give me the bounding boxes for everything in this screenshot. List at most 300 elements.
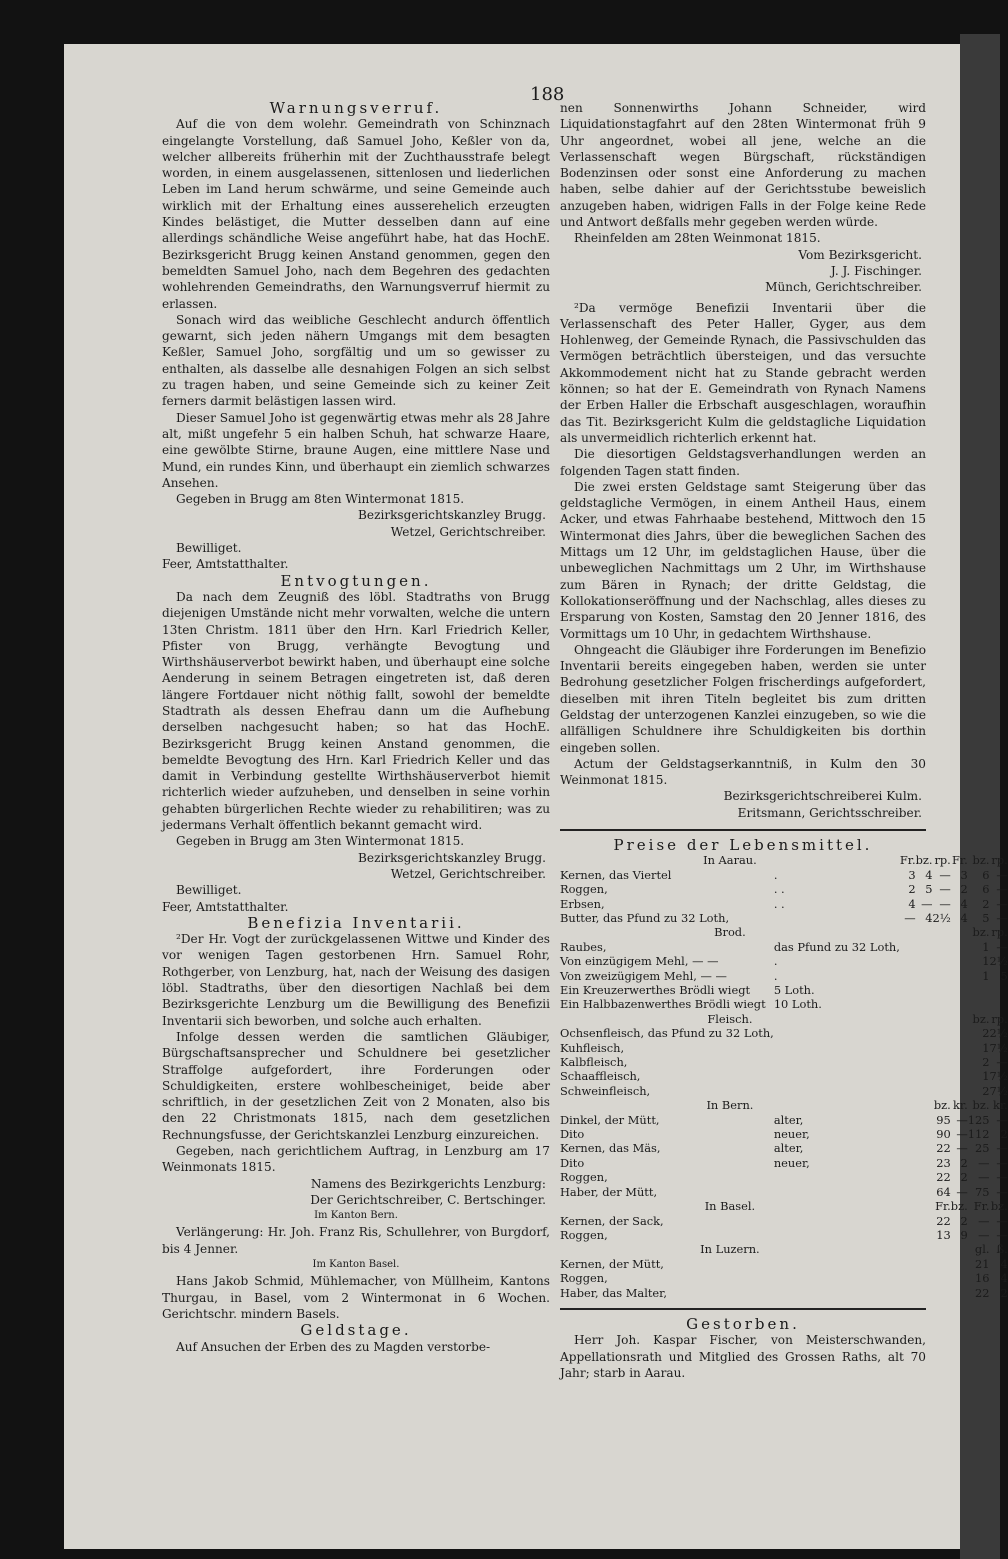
price-row <box>560 1127 1008 1141</box>
price-value <box>916 1214 933 1228</box>
price-value <box>989 997 1007 1011</box>
price-value: 1 <box>982 968 990 983</box>
price-value <box>900 1113 916 1127</box>
price-row <box>560 1185 1008 1199</box>
price-value: — <box>996 896 1008 911</box>
price-value <box>900 1141 916 1155</box>
price-value <box>900 997 916 1011</box>
price-group-header <box>560 1098 1008 1112</box>
price-value: 5 <box>982 910 990 925</box>
paragraph: Actum der Geldstagserkanntniß, in Kulm den 30 Weinmonat 1815. <box>560 756 926 788</box>
paragraph: Herr Joh. Kaspar Fischer, von Meisterschwanden, Appellationsrath und Mitglied des Grossen Raths, alt 70 Jahr; starb in Aarau. <box>560 1333 926 1380</box>
price-value: — <box>904 910 916 925</box>
price-value <box>951 1257 968 1271</box>
left-column <box>162 100 550 1355</box>
price-value: 22 <box>936 1213 951 1228</box>
benefizia-section <box>162 915 550 1208</box>
price-item-label: Dito <box>560 1127 585 1142</box>
signature-office: Bezirksgerichtschreiberei Kulm. <box>723 789 922 804</box>
price-row <box>560 1113 1008 1127</box>
paragraph: Gegeben, nach gerichtlichem Auftrag, in Lenzburg am 17 Weinmonats 1815. <box>162 1144 550 1175</box>
price-row <box>560 1041 1008 1055</box>
price-value: — <box>996 867 1008 882</box>
section-title: Warnungsverruf. <box>269 99 443 117</box>
price-item-label: Haber, der Mütt, <box>560 1184 658 1199</box>
price-item-label: Schweinfleisch, <box>560 1083 651 1098</box>
price-value: — <box>939 882 951 897</box>
price-value <box>951 1286 968 1300</box>
price-value <box>916 954 933 968</box>
price-unit <box>900 1098 916 1112</box>
price-value <box>989 983 1007 997</box>
price-value <box>900 969 916 983</box>
price-value: — <box>996 939 1008 954</box>
haller-notice <box>560 300 926 822</box>
price-row <box>560 1228 1008 1242</box>
price-value: — <box>978 1213 990 1228</box>
signature-name: Münch, Gerichtschreiber. <box>765 280 922 295</box>
price-value <box>933 940 951 954</box>
price-item-detail <box>774 1228 900 1242</box>
price-value: — <box>956 1141 968 1156</box>
price-value <box>916 1113 933 1127</box>
price-item-detail: . . <box>773 896 785 911</box>
price-unit: kr. <box>993 1098 1008 1113</box>
price-item-detail: neuer, <box>773 1127 810 1142</box>
price-value <box>933 1069 951 1083</box>
price-value: 2 <box>1000 1127 1008 1142</box>
price-value <box>916 1156 933 1170</box>
price-value: 23 <box>936 1155 951 1170</box>
price-unit <box>916 1199 933 1213</box>
paragraph: Sonach wird das weibliche Geschlecht andurch öffentlich gewarnt, sich jeden nähern Umgangs mit dem besagten Keßler, Samuel Joho, sorgfältig und um so gewisser zu enthalten, als dasselbe alle desnahigen Folgen an sich selbst zu tragen haben, und seine Gemeinde sich zu keiner Zeit ferners darmit belästigen lassen wird. <box>162 312 550 409</box>
price-value: 7½ <box>989 1069 1008 1084</box>
price-value <box>933 983 951 997</box>
price-value: — <box>996 1184 1008 1199</box>
price-value <box>916 1170 933 1184</box>
price-row <box>560 1026 1008 1040</box>
price-unit <box>900 1199 916 1213</box>
price-value <box>900 1055 916 1069</box>
price-value <box>900 1156 916 1170</box>
price-item-detail <box>774 1271 900 1285</box>
price-unit: kr. <box>953 1098 968 1113</box>
next-page-edge <box>960 34 1000 1559</box>
price-unit: Fr. <box>952 853 968 868</box>
price-value: 22 <box>936 1141 951 1156</box>
price-group-header <box>560 1012 1008 1026</box>
price-value <box>968 997 990 1011</box>
price-item-detail <box>774 1084 900 1098</box>
price-item-detail: . <box>773 954 778 969</box>
price-row <box>560 983 1008 997</box>
price-value: 1 <box>982 939 990 954</box>
price-item-detail: . <box>773 968 778 983</box>
price-value: 5 <box>925 882 933 897</box>
price-item-label: Dito <box>560 1155 585 1170</box>
price-item-label: Kernen, der Sack, <box>560 1213 664 1228</box>
price-item-detail <box>774 1055 900 1069</box>
price-value: 2 <box>960 1213 968 1228</box>
right-column <box>560 100 1008 1381</box>
price-value <box>916 1271 933 1285</box>
price-value: 2½ <box>989 954 1008 969</box>
paragraph: Auf Ansuchen der Erben des zu Magden verstorbe- <box>176 1339 491 1354</box>
signature-name: Eritsmann, Gerichtsschreiber. <box>737 805 922 820</box>
price-item-detail <box>774 1185 900 1199</box>
price-item-label: Roggen, <box>560 882 608 897</box>
price-value <box>933 969 951 983</box>
price-value: 1 <box>982 1069 990 1084</box>
price-unit: bz. <box>972 853 990 868</box>
price-value: — <box>996 1141 1008 1156</box>
paragraph: Infolge dessen werden die samtlichen Gläubiger, Bürgschaftsansprecher und Schuldnere bei gesetzlicher Straffolge aufgefordert, ihre Forderungen oder Schuldigkeiten, erstere wohlbescheiniget, beide aber schriftlich, in der gesetzlichen Zeit von 2 Monaten, also bis den 22 Christmonats 1815, nach dem gesetzlichen Rechnungsfusse, der Gerichtskanzlei Lenzburg einzureichen. <box>162 1029 550 1142</box>
price-row <box>560 1141 1008 1155</box>
price-value <box>900 1214 916 1228</box>
price-value <box>916 940 933 954</box>
price-value <box>916 1127 933 1141</box>
price-value <box>916 1141 933 1155</box>
price-value: — <box>996 1213 1008 1228</box>
price-unit: rp. <box>991 1011 1008 1026</box>
price-unit <box>900 1012 916 1026</box>
price-unit <box>933 1012 951 1026</box>
paragraph: Da nach dem Zeugniß des löbl. Stadtraths von Brugg diejenigen Umstände nicht mehr vorwalten, welche die untern 13ten Christm. 1811 über den Hrn. Karl Friedrich Keller, Pfister von Brugg, verhängte Bevogtung und Wirthshäuserverbot bewirkt haben, und überhaupt eine solche Aenderung in seinem Betragen eingetreten ist, daß deren längere Fortdauer nicht nöthig fallt, sowohl der bemeldte Stadtrath als dessen Ehefrau dann um die Aufhebung derselben nachgesucht haben; so hat das HochE. Bezirksgericht Brugg keinen Anstand genommen, die bemeldte Bevogtung des Hrn. Karl Friedrich Keller und das damit in Verbindung gestellte Wirthshäuserverbot hiemit richterlich wieder aufzuheben, und denselben in seine vorhin gehabten bürgerlichen Rechte wieder zu rehabilitiren; was zu jedermans Verhalt öffentlich bekannt gemacht wird. <box>162 589 550 833</box>
price-value: 2 <box>982 1083 990 1098</box>
page-number: 188 <box>530 84 565 105</box>
price-value <box>933 1041 951 1055</box>
price-item-label: Ein Halbbazenwerthes Brödli wiegt <box>560 997 766 1012</box>
price-unit: rp. <box>934 853 951 868</box>
price-group-header <box>560 1242 1008 1256</box>
price-group-header <box>560 853 1008 867</box>
price-item-detail <box>774 1069 900 1083</box>
price-table <box>560 853 1008 1300</box>
price-value <box>900 1271 916 1285</box>
price-unit: bz. <box>915 853 933 868</box>
price-value: 4 <box>1000 1256 1008 1271</box>
price-value: 2 <box>960 1170 968 1185</box>
price-value <box>916 1228 933 1242</box>
price-value: — <box>956 1184 968 1199</box>
price-value: 6 <box>982 882 990 897</box>
price-group-title: In Basel. <box>704 1199 756 1214</box>
paragraph: Die diesortigen Geldstagsverhandlungen werden an folgenden Tagen statt finden. <box>560 447 926 478</box>
paragraph: ²Der Hr. Vogt der zurückgelassenen Wittwe und Kinder des vor wenigen Tagen gestorbenen Hrn. Samuel Rohr, Rothgerber, von Lenzburg, hat, nach der Weisung des dasigen löbl. Stadtraths, über den diesortigen Nachlaß bei dem Bezirksgerichte Lenzburg um die Bewilligung des Benefizii Inventarii sich beworben, und solche auch erhalten. <box>162 932 550 1028</box>
price-value: 3 <box>960 867 968 882</box>
price-item-detail: alter, <box>773 1112 804 1127</box>
price-value <box>916 1026 933 1040</box>
price-unit <box>900 925 916 939</box>
price-value: 7½ <box>989 1040 1008 1055</box>
price-item-detail <box>774 1170 900 1184</box>
price-row <box>560 997 1008 1011</box>
price-value: — <box>978 1170 990 1185</box>
price-item-label: Kernen, das Mäs, <box>560 1141 661 1156</box>
price-value <box>900 1041 916 1055</box>
price-value <box>951 969 968 983</box>
price-row <box>560 940 1008 954</box>
price-value: 1 <box>982 1040 990 1055</box>
price-value <box>916 969 933 983</box>
price-group-title: Brod. <box>714 925 746 940</box>
price-value <box>933 1084 951 1098</box>
price-value <box>916 1055 933 1069</box>
price-value <box>951 1271 968 1285</box>
price-unit <box>916 1012 933 1026</box>
date-line: Gegeben in Brugg am 8ten Wintermonat 1815. <box>176 492 465 507</box>
price-value <box>968 983 990 997</box>
price-value: 4 <box>960 910 968 925</box>
price-value <box>900 1228 916 1242</box>
price-item-detail <box>774 1257 900 1271</box>
price-row <box>560 1170 1008 1184</box>
price-group-header <box>560 925 1008 939</box>
signature-office: Vom Bezirksgericht. <box>798 247 922 262</box>
price-value <box>951 997 968 1011</box>
canton-bern-text: Verlängerung: Hr. Joh. Franz Ris, Schullehrer, von Burgdorf, bis 4 Jenner. <box>162 1225 550 1256</box>
price-item-detail <box>774 1041 900 1055</box>
price-value <box>933 1257 951 1271</box>
canton-basel-text: Hans Jakob Schmid, Mühlemacher, von Müllheim, Kantons Thurgau, in Basel, vom 2 Wintermonat in 6 Wochen. Gerichtschr. mindern Basels. <box>162 1274 550 1321</box>
price-unit <box>900 1242 916 1256</box>
price-value: — <box>996 1112 1008 1127</box>
price-value <box>916 1286 933 1300</box>
price-value <box>900 1127 916 1141</box>
price-value <box>916 1069 933 1083</box>
signature-name: Der Gerichtschreiber, C. Bertschinger. <box>310 1192 546 1207</box>
price-value <box>916 1084 933 1098</box>
price-item-label: Roggen, <box>560 1170 608 1185</box>
price-value: 125 <box>967 1112 990 1127</box>
price-value: 112 <box>967 1127 990 1142</box>
price-value: — <box>978 1227 990 1242</box>
approver-name: Feer, Amtstatthalter. <box>162 899 289 914</box>
price-row <box>560 1214 1008 1228</box>
price-item-label: Haber, das Malter, <box>560 1285 667 1300</box>
price-value <box>900 1069 916 1083</box>
price-item-detail <box>774 1286 900 1300</box>
price-value: 4 <box>925 910 933 925</box>
price-value: 2½ <box>932 910 951 925</box>
price-value <box>916 983 933 997</box>
price-value: 1 <box>982 954 990 969</box>
section-title: Gestorben. <box>686 1314 800 1333</box>
price-unit: Fr. <box>899 853 916 868</box>
canton-bern-head: Im Kanton Bern. <box>314 1210 398 1222</box>
price-value: — <box>921 896 933 911</box>
price-value: — <box>996 910 1008 925</box>
price-item-detail <box>774 1214 900 1228</box>
price-item-detail: 5 Loth. <box>773 983 815 998</box>
price-value: 5 <box>1000 968 1008 983</box>
price-value: 64 <box>936 1184 951 1199</box>
price-value: 95 <box>936 1112 951 1127</box>
price-value: 2 <box>982 1055 990 1070</box>
price-value <box>900 1084 916 1098</box>
price-unit <box>916 1242 933 1256</box>
price-row <box>560 897 1008 911</box>
price-value: 2 <box>982 1026 990 1041</box>
price-item-label: Kalbfleisch, <box>560 1055 628 1070</box>
price-item-label: Kuhfleisch, <box>560 1040 625 1055</box>
price-unit: rp. <box>991 853 1008 868</box>
price-value <box>951 954 968 968</box>
price-value <box>933 1286 951 1300</box>
price-value <box>951 1055 968 1069</box>
price-item-detail: alter, <box>773 1141 804 1156</box>
price-row <box>560 911 1008 925</box>
price-item-label: Kernen, der Mütt, <box>560 1256 664 1271</box>
price-row <box>560 969 1008 983</box>
price-item-detail: . . <box>773 882 785 897</box>
price-unit: bz. <box>972 925 990 940</box>
price-value <box>900 1026 916 1040</box>
price-value: 13 <box>936 1227 951 1242</box>
price-value <box>900 1185 916 1199</box>
price-row <box>560 1069 1008 1083</box>
price-value <box>951 983 968 997</box>
price-value: 22 <box>936 1170 951 1185</box>
canton-basel-head: Im Kanton Basel. <box>312 1259 400 1271</box>
price-group-title: In Aarau. <box>703 853 757 868</box>
price-unit <box>951 1012 968 1026</box>
price-value: 7½ <box>989 1083 1008 1098</box>
price-value <box>951 1041 968 1055</box>
price-item-label: Schaaffleisch, <box>560 1069 641 1084</box>
price-item-detail <box>774 911 900 925</box>
price-item-label: Roggen, <box>560 1271 608 1286</box>
price-value: — <box>996 1170 1008 1185</box>
price-value <box>951 1084 968 1098</box>
warnungsverruf-section <box>162 100 550 573</box>
price-item-label: Von zweizügigem Mehl, — — <box>560 968 727 983</box>
price-item-label: Kernen, das Viertel <box>560 867 672 882</box>
price-unit: bz. <box>990 1199 1008 1214</box>
price-value <box>933 954 951 968</box>
price-value: 4 <box>960 896 968 911</box>
price-value <box>933 997 951 1011</box>
price-value: — <box>939 896 951 911</box>
price-item-detail: das Pfund zu 32 Loth, <box>773 939 900 954</box>
price-value: — <box>996 882 1008 897</box>
price-value: 4 <box>908 896 916 911</box>
price-group-title: Fleisch. <box>707 1011 753 1026</box>
divider <box>560 829 926 831</box>
price-value <box>900 940 916 954</box>
signature-name: Wetzel, Gerichtschreiber. <box>390 866 546 881</box>
signature-office: Namens des Bezirkgerichts Lenzburg: <box>310 1176 546 1191</box>
price-value: 9 <box>960 1227 968 1242</box>
price-value: — <box>996 1155 1008 1170</box>
paragraph: ²Da vermöge Benefizii Inventarii über die Verlassenschaft des Peter Haller, Gyger, aus dem Hohlenweg, der Gemeinde Rynach, die Passivschulden das Vermögen beträchtlich übersteigen, und das versuchte Akkommodement nicht hat zu Stande gebracht werden können; so hat der E. Gemeindrath von Rynach Namens der Erben Haller die Erbschaft ausgeschlagen, woraufhin das Tit. Bezirksgericht Kulm die geldstagliche Liquidation als unvermeidlich richterlich erkennt hat. <box>560 300 926 445</box>
paragraph: Dieser Samuel Joho ist gegenwärtig etwas mehr als 28 Jahre alt, mißt ungefehr 5 ein halben Schuh, hat schwarze Haare, eine gewölbte Stirne, braune Augen, eine mittlere Nase und Mund, ein rundes Kinn, und überhaupt ein ziemlich schwarzes Ansehen. <box>162 410 550 490</box>
divider <box>560 1308 926 1310</box>
price-group-title: In Bern. <box>706 1098 754 1113</box>
price-value <box>933 1055 951 1069</box>
price-item-label: Von einzügigem Mehl, — — <box>560 954 719 969</box>
price-unit <box>951 1242 968 1256</box>
price-row <box>560 954 1008 968</box>
price-unit: bz. <box>972 1011 990 1026</box>
price-unit <box>951 925 968 939</box>
price-value <box>951 1026 968 1040</box>
price-item-label: Erbsen, <box>560 896 605 911</box>
approval-line: Bewilliget. <box>176 541 242 556</box>
date-line: Rheinfelden am 28ten Weinmonat 1815. <box>574 231 821 246</box>
price-value <box>933 1271 951 1285</box>
paragraph: nen Sonnenwirths Johann Schneider, wird Liquidationstagfahrt auf den 28ten Wintermonat früh 9 Uhr angeordnet, wobei all jene, welche an die Verlassenschaft wegen Bürgschaft, rückständigen Bodenzinsen oder sonst eine Anforderung zu machen haben, selbe dahier auf der Gerichtsstube beweislich anzugeben haben, widrigen Falls in der Folge keine Rede und Antwort deßfalls mehr gegeben werden würde. <box>560 101 926 230</box>
price-value: — <box>956 1127 968 1142</box>
price-value: — <box>978 1155 990 1170</box>
price-unit <box>916 1098 933 1112</box>
price-group-title: In Luzern. <box>700 1242 760 1257</box>
price-row <box>560 1084 1008 1098</box>
price-row <box>560 1271 1008 1285</box>
price-value <box>900 1257 916 1271</box>
price-value: 21 <box>974 1256 990 1271</box>
price-unit: bz. <box>933 1098 951 1113</box>
approval-line: Bewilliget. <box>176 883 242 898</box>
price-unit <box>933 925 951 939</box>
price-value: 2 <box>960 882 968 897</box>
price-value: — <box>996 1055 1008 1070</box>
price-item-detail: 10 Loth. <box>773 997 822 1012</box>
price-row <box>560 1055 1008 1069</box>
entvogtungen-section <box>162 573 550 915</box>
price-item-detail <box>774 1026 900 1040</box>
price-value <box>951 1069 968 1083</box>
signature-office: Bezirksgerichtskanzley Brugg. <box>358 850 546 865</box>
section-title: Benefizia Inventarii. <box>247 913 465 932</box>
price-value: 4 <box>1000 1271 1008 1286</box>
price-value: 2 <box>908 882 916 897</box>
price-value: 3 <box>908 867 916 882</box>
price-group-header <box>560 1199 1008 1213</box>
price-item-label: Butter, das Pfund zu 32 Loth, <box>560 910 730 925</box>
price-row <box>560 1286 1008 1300</box>
approver-name: Feer, Amtstatthalter. <box>162 557 289 572</box>
paragraph: Ohngeacht die Gläubiger ihre Forderungen im Benefizio Inventarii bereits eingegeben haben, werden sie unter Bedrohung gesetzlicher Folgen frischerdings aufgefordert, dieselben mit ihren Titeln begleitet bis zum dritten Geldstag der unterzogenen Kanzlei einzugeben, so wie die allfälligen Schuldnere ihre Schuldigkeiten bis dorthin eingeben sollen. <box>560 642 926 755</box>
section-title: Entvogtungen. <box>280 571 432 590</box>
price-unit: Fr. <box>973 1199 990 1214</box>
price-value <box>951 940 968 954</box>
price-value <box>900 1286 916 1300</box>
price-unit: ß. <box>996 1242 1008 1257</box>
price-item-label: Roggen, <box>560 1227 608 1242</box>
price-value: 75 <box>974 1184 990 1199</box>
price-value: — <box>956 1112 968 1127</box>
price-item-label: Ein Kreuzerwerthes Brödli wiegt <box>560 983 751 998</box>
date-line: Gegeben in Brugg am 3ten Wintermonat 1815. <box>176 834 465 849</box>
price-value <box>916 1185 933 1199</box>
price-item-label: Dinkel, der Mütt, <box>560 1112 660 1127</box>
price-value: 22 <box>974 1285 990 1300</box>
signature-office: Bezirksgerichtskanzley Brugg. <box>358 508 546 523</box>
price-value <box>933 1026 951 1040</box>
price-item-label: Ochsenfleisch, das Pfund zu 32 Loth, <box>560 1026 774 1041</box>
price-row <box>560 1156 1008 1170</box>
signature-name: J. J. Fischinger. <box>830 263 922 278</box>
price-value: — <box>996 1227 1008 1242</box>
price-value: — <box>939 867 951 882</box>
price-item-detail: neuer, <box>773 1155 810 1170</box>
price-value: 4 <box>925 867 933 882</box>
price-row <box>560 1257 1008 1271</box>
price-unit: gl. <box>974 1242 990 1257</box>
price-value: 2½ <box>989 1026 1008 1041</box>
price-unit: Fr. <box>935 1199 951 1214</box>
